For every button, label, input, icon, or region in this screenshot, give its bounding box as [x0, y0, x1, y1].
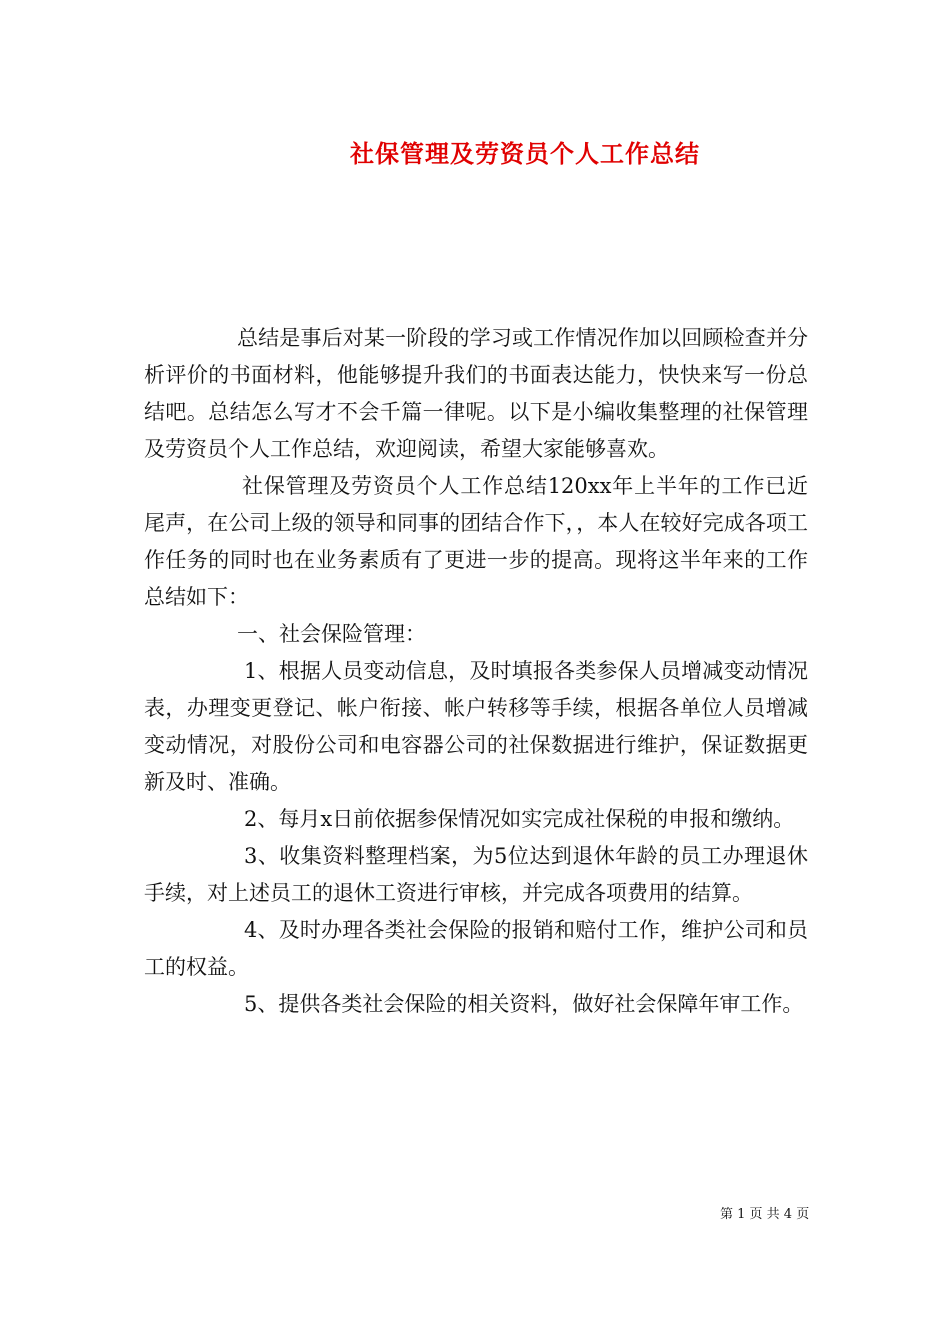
list-item-5: 5、提供各类社会保险的相关资料，做好社会保障年审工作。	[244, 992, 804, 1016]
document-title: 社保管理及劳资员个人工作总结	[350, 139, 700, 168]
list-item-3: 3、收集资料整理档案，为5位达到退休年龄的员工办理退休手续，对上述员工的退休工资进行审核，并完成各项费用的结算。	[144, 844, 808, 905]
intro-paragraph: 总结是事后对某一阶段的学习或工作情况作加以回顾检查并分析评价的书面材料，他能够提升我们的书面表达能力，快快来写一份总结吧。总结怎么写才不会千篇一律呢。以下是小编收集整理的社保管理及劳资员个人工作总结，欢迎阅读，希望大家能够喜欢。	[144, 326, 808, 461]
page-number-footer: 第 1 页 共 4 页	[720, 1207, 810, 1222]
list-item-4: 4、及时办理各类社会保险的报销和赔付工作，维护公司和员工的权益。	[144, 918, 808, 979]
summary-opening-paragraph: 社保管理及劳资员个人工作总结120xx年上半年的工作已近尾声，在公司上级的领导和同事的团结合作下，，本人在较好完成各项工作任务的同时也在业务素质有了更进一步的提高。现将这半年来的工作总结如下：	[144, 474, 808, 609]
list-item-1: 1、根据人员变动信息，及时填报各类参保人员增减变动情况表，办理变更登记、帐户衔接、帐户转移等手续，根据各单位人员增减变动情况，对股份公司和电容器公司的社保数据进行维护，保证数据更新及时、准确。	[144, 659, 808, 794]
section-heading-social-insurance: 一、社会保险管理：	[237, 622, 426, 646]
document-body	[144, 320, 808, 1023]
list-item-2: 2、每月x日前依据参保情况如实完成社保税的申报和缴纳。	[244, 807, 795, 831]
